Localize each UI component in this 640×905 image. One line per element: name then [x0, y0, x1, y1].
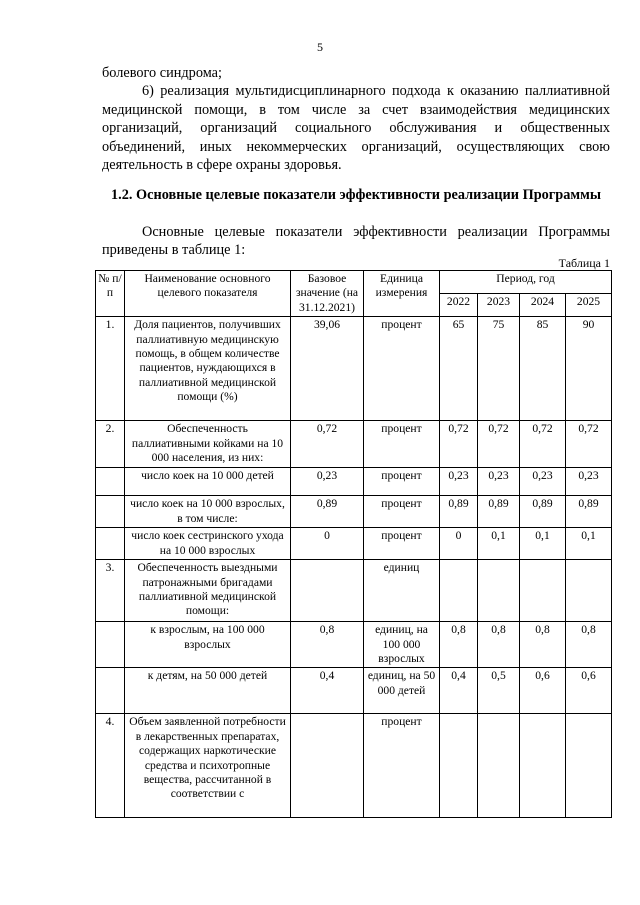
cell-value: 0,72 [478, 421, 520, 468]
cell-base: 0,89 [291, 496, 364, 528]
body-text [102, 64, 610, 174]
cell-unit: процент [364, 468, 440, 496]
cell-value: 65 [440, 317, 478, 421]
cell-value: 0,1 [566, 528, 612, 560]
table-row [96, 421, 612, 468]
cell-base [291, 560, 364, 622]
cell-unit: единиц, на 100 000 взрослых [364, 622, 440, 668]
cell-value: 0,5 [478, 668, 520, 714]
cell-value: 0,72 [520, 421, 566, 468]
cell-value [566, 560, 612, 622]
cell-value: 0,8 [566, 622, 612, 668]
paragraph-2: 6) реализация мультидисциплинарного подхода к оказанию паллиативной медицинской помощи, в том числе за счет взаимодействия медицинских организаций, организаций социального обслуживания и общественных объединений, иных некоммерческих организаций, осуществляющих свою деятельность в сфере охраны здоровья. [102, 83, 610, 174]
header-name: Наименование основного целевого показателя [125, 271, 291, 317]
cell-num [96, 668, 125, 714]
header-year: 2025 [566, 294, 612, 317]
paragraph-1: болевого синдрома; [102, 65, 222, 81]
cell-value: 0,72 [566, 421, 612, 468]
section-heading: 1.2. Основные целевые показатели эффективности реализации Программы [110, 187, 602, 203]
table-header-row-1 [96, 271, 612, 294]
cell-value: 0,23 [440, 468, 478, 496]
cell-num [96, 528, 125, 560]
intro-paragraph [102, 223, 610, 260]
cell-unit: единиц, на 50 000 детей [364, 668, 440, 714]
cell-name: Доля пациентов, получивших паллиативную медицинскую помощь, в общем количестве пациентов, нуждающихся в паллиативной медицинской помощи (%) [125, 317, 291, 421]
cell-unit: процент [364, 528, 440, 560]
table-row [96, 496, 612, 528]
cell-value: 0,4 [440, 668, 478, 714]
cell-value: 0,8 [478, 622, 520, 668]
cell-name: к взрослым, на 100 000 взрослых [125, 622, 291, 668]
header-num: № п/п [96, 271, 125, 317]
cell-value [478, 560, 520, 622]
cell-value: 0,89 [440, 496, 478, 528]
cell-unit: процент [364, 496, 440, 528]
cell-value: 0,72 [440, 421, 478, 468]
cell-value [440, 714, 478, 818]
cell-value: 0,23 [566, 468, 612, 496]
cell-base: 39,06 [291, 317, 364, 421]
cell-unit: единиц [364, 560, 440, 622]
cell-num: 2. [96, 421, 125, 468]
cell-name: число коек на 10 000 взрослых, в том числе: [125, 496, 291, 528]
table-row [96, 468, 612, 496]
table-row [96, 714, 612, 818]
header-year: 2024 [520, 294, 566, 317]
table-row [96, 668, 612, 714]
header-base: Базовое значение (на 31.12.2021) [291, 271, 364, 317]
table-row [96, 317, 612, 421]
cell-value [440, 560, 478, 622]
cell-unit: процент [364, 317, 440, 421]
cell-name: число коек на 10 000 детей [125, 468, 291, 496]
cell-base: 0,4 [291, 668, 364, 714]
cell-num [96, 622, 125, 668]
cell-value: 0,1 [520, 528, 566, 560]
intro-text: Основные целевые показатели эффективности реализации Программы приведены в таблице 1: [102, 224, 610, 259]
cell-value [520, 560, 566, 622]
cell-num: 1. [96, 317, 125, 421]
table-row [96, 622, 612, 668]
cell-base: 0,23 [291, 468, 364, 496]
cell-unit: процент [364, 714, 440, 818]
header-year: 2022 [440, 294, 478, 317]
cell-value [566, 714, 612, 818]
cell-value: 75 [478, 317, 520, 421]
cell-name: число коек сестринского ухода на 10 000 взрослых [125, 528, 291, 560]
cell-value: 0,23 [478, 468, 520, 496]
cell-unit: процент [364, 421, 440, 468]
cell-value: 90 [566, 317, 612, 421]
cell-base: 0 [291, 528, 364, 560]
cell-num: 4. [96, 714, 125, 818]
cell-value: 0,89 [478, 496, 520, 528]
page-number: 5 [317, 40, 323, 54]
cell-num [96, 496, 125, 528]
table-row [96, 560, 612, 622]
cell-num [96, 468, 125, 496]
cell-base: 0,8 [291, 622, 364, 668]
cell-base: 0,72 [291, 421, 364, 468]
cell-value [478, 714, 520, 818]
header-unit: Единица измерения [364, 271, 440, 317]
cell-value: 0 [440, 528, 478, 560]
cell-name: Объем заявленной потребности в лекарственных препаратах, содержащих наркотические средства и психотропные вещества, рассчитанной в соответствии с [125, 714, 291, 818]
cell-name: Обеспеченность выездными патронажными бригадами паллиативной медицинской помощи: [125, 560, 291, 622]
cell-value: 0,1 [478, 528, 520, 560]
targets-table [95, 270, 612, 818]
cell-base [291, 714, 364, 818]
cell-value: 0,89 [566, 496, 612, 528]
header-year: 2023 [478, 294, 520, 317]
cell-name: Обеспеченность паллиативными койками на 10 000 населения, из них: [125, 421, 291, 468]
cell-value: 85 [520, 317, 566, 421]
table-caption: Таблица 1 [558, 256, 610, 270]
header-period: Период, год [440, 271, 612, 294]
cell-name: к детям, на 50 000 детей [125, 668, 291, 714]
cell-value: 0,6 [566, 668, 612, 714]
cell-value: 0,23 [520, 468, 566, 496]
cell-value: 0,8 [440, 622, 478, 668]
table-row [96, 528, 612, 560]
cell-value: 0,89 [520, 496, 566, 528]
cell-value [520, 714, 566, 818]
cell-value: 0,8 [520, 622, 566, 668]
cell-value: 0,6 [520, 668, 566, 714]
cell-num: 3. [96, 560, 125, 622]
